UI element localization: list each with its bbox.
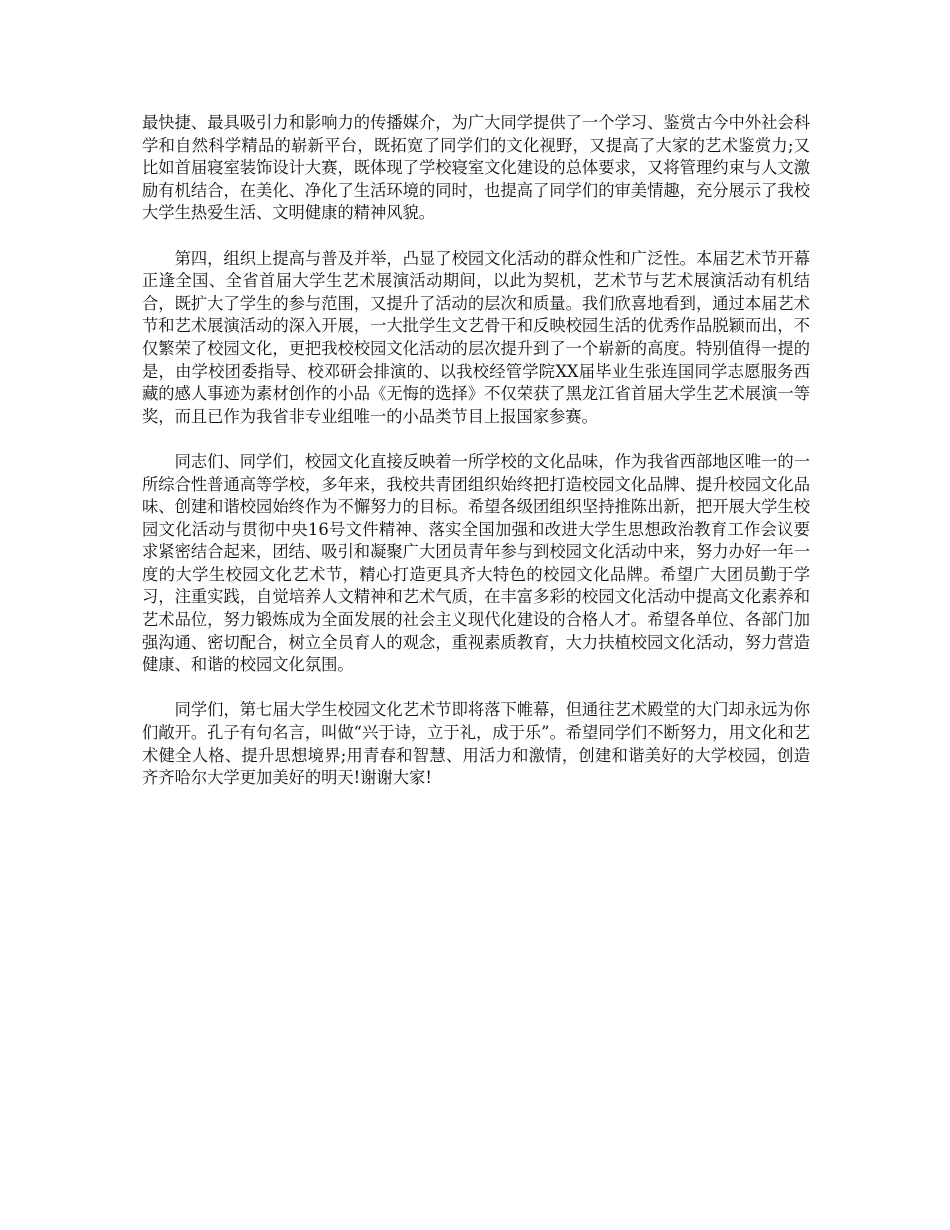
paragraph-closing: 同学们，第七届大学生校园文化艺术节即将落下帷幕，但通往艺术殿堂的大门却永远为你们敞开。孔子有句名言，叫做“兴于诗，立于礼，成于乐”。希望同学们不断努力，用文化和艺术健全人格、提升思想境界;用青春和智慧、用活力和激情，创建和谐美好的大学校园，创造齐齐哈尔大学更加美好的明天!谢谢大家! (142, 700, 810, 788)
paragraph-fourth-point: 第四，组织上提高与普及并举，凸显了校园文化活动的群众性和广泛性。本届艺术节开幕正逢全国、全省首届大学生艺术展演活动期间，以此为契机，艺术节与艺术展演活动有机结合，既扩大了学生的参与范围，又提升了活动的层次和质量。我们欣喜地看到，通过本届艺术节和艺术展演活动的深入开展，一大批学生文艺骨干和反映校园生活的优秀作品脱颖而出，不仅繁荣了校园文化，更把我校校园文化活动的层次提升到了一个崭新的高度。特别值得一提的是，由学校团委指导、校邓研会排演的、以我校经管学院XX届毕业生张连国同学志愿服务西藏的感人事迹为素材创作的小品《无悔的选择》不仅荣获了黑龙江省首届大学生艺术展演一等奖，而且已作为我省非专业组唯一的小品类节目上报国家参赛。 (142, 248, 810, 426)
document-body (142, 112, 810, 812)
paragraph-continued: 最快捷、最具吸引力和影响力的传播媒介，为广大同学提供了一个学习、鉴赏古今中外社会科学和自然科学精品的崭新平台，既拓宽了同学们的文化视野，又提高了大家的艺术鉴赏力;又比如首届寝室装饰设计大赛，既体现了学校寝室文化建设的总体要求，又将管理约束与人文激励有机结合，在美化、净化了生活环境的同时，也提高了同学们的审美情趣，充分展示了我校大学生热爱生活、文明健康的精神风貌。 (142, 113, 810, 223)
paragraph-address-comrades: 同志们、同学们，校园文化直接反映着一所学校的文化品味，作为我省西部地区唯一的一所综合性普通高等学校，多年来，我校共青团组织始终把打造校园文化品牌、提升校园文化品味、创建和谐校园始终作为不懈努力的目标。希望各级团组织坚持推陈出新，把开展大学生校园文化活动与贯彻中央16号文件精神、落实全国加强和改进大学生思想政治教育工作会议要求紧密结合起来，团结、吸引和凝聚广大团员青年参与到校园文化活动中来，努力办好一年一度的大学生校园文化艺术节，精心打造更具齐大特色的校园文化品牌。希望广大团员勤于学习，注重实践，自觉培养人文精神和艺术气质，在丰富多彩的校园文化活动中提高文化素养和艺术品位，努力锻炼成为全面发展的社会主义现代化建设的合格人才。希望各单位、各部门加强沟通、密切配合，树立全员育人的观念，重视素质教育，大力扶植校园文化活动，努力营造健康、和谐的校园文化氛围。 (142, 451, 810, 675)
